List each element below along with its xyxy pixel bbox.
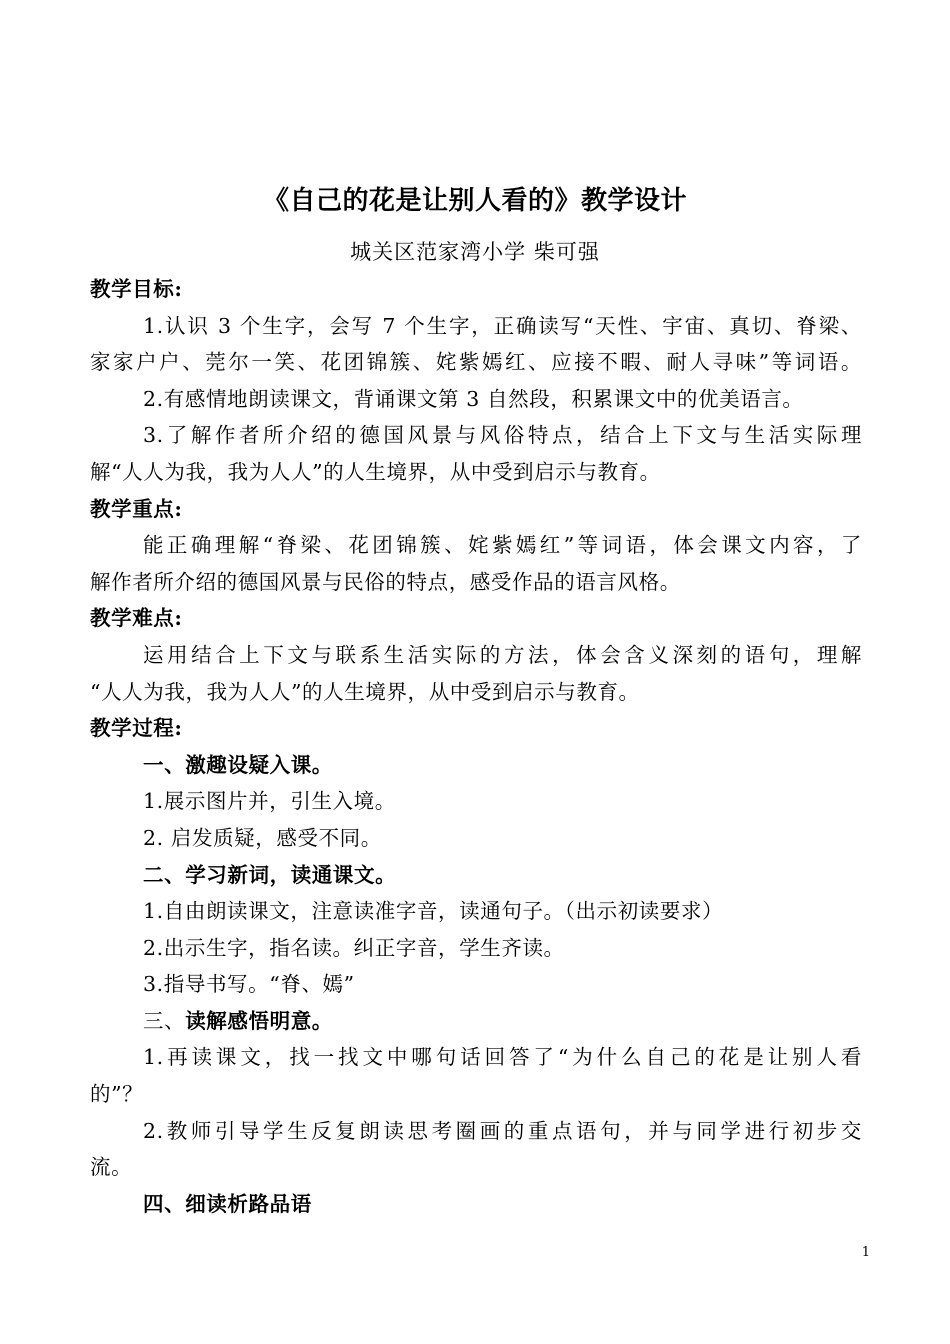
section-3-heading: 读解感悟明意。 <box>185 1008 333 1033</box>
section-3-item-1-line-1: 1.再读课文，找一找文中哪句话回答了“为什么自己的花是让别人看 <box>143 1045 862 1070</box>
section-1-item-1: 1.展示图片并，引生入境。 <box>143 789 396 814</box>
section-2-item-2: 2.出示生字，指名读。纠正字音，学生齐读。 <box>143 935 565 960</box>
goal-2: 2.有感情地朗读课文，背诵课文第 3 自然段，积累课文中的优美语言。 <box>143 386 804 411</box>
key-points-line-2: 解作者所介绍的德国风景与民俗的特点，感受作品的语言风格。 <box>90 569 681 594</box>
section-1-heading: 一、激趣设疑入课。 <box>143 752 333 777</box>
goal-1-line-2: 家家户户、莞尔一笑、花团锦簇、姹紫嫣红、应接不暇、耐人寻味”等词语。 <box>90 350 862 375</box>
process-heading: 教学过程: <box>90 716 183 741</box>
key-points-line-1: 能正确理解“脊梁、花团锦簇、姹紫嫣红”等词语，体会课文内容，了 <box>143 533 862 558</box>
goal-3-line-1: 3.了解作者所介绍的德国风景与风俗特点，结合上下文与生活实际理 <box>143 423 862 448</box>
difficulty-line-2: “人人为我，我为人人”的人生境界，从中受到启示与教育。 <box>90 679 640 704</box>
document-body <box>90 271 862 1222</box>
key-points-heading: 教学重点: <box>90 496 183 521</box>
section-3-item-2-line-1: 2.教师引导学生反复朗读思考圈画的重点语句，并与同学进行初步交 <box>143 1118 862 1143</box>
author-line: 城关区范家湾小学 柴可强 <box>350 240 600 264</box>
page-number: 1 <box>861 1245 870 1260</box>
document-title: 《自己的花是让别人看的》教学设计 <box>262 186 687 216</box>
section-3-heading-line <box>90 1003 862 1040</box>
difficulty-line-1: 运用结合上下文与联系生活实际的方法，体会含义深刻的语句，理解 <box>143 642 862 667</box>
section-2-heading: 二、学习新词，读通课文。 <box>143 862 397 887</box>
section-4-heading: 四、细读析路品语 <box>143 1191 312 1216</box>
goal-3-line-2: 解“人人为我，我为人人”的人生境界，从中受到启示与教育。 <box>90 459 661 484</box>
difficulty-heading: 教学难点: <box>90 606 183 631</box>
section-2-item-1: 1.自由朗读课文，注意读准字音，读通句子。（出示初读要求） <box>143 899 724 924</box>
section-3-prefix: 三、 <box>143 1008 186 1033</box>
goal-1-line-1: 1.认识 3 个生字，会写 7 个生字，正确读写“天性、宇宙、真切、脊梁、 <box>143 313 862 338</box>
section-2-item-3: 3.指导书写。“脊、嫣” <box>143 972 355 997</box>
section-3-item-1-line-2: 的”？ <box>90 1082 144 1107</box>
section-3-item-2-line-2: 流。 <box>90 1155 133 1180</box>
section-1-item-2: 2. 启发质疑，感受不同。 <box>143 825 382 850</box>
goals-heading: 教学目标: <box>90 277 183 301</box>
